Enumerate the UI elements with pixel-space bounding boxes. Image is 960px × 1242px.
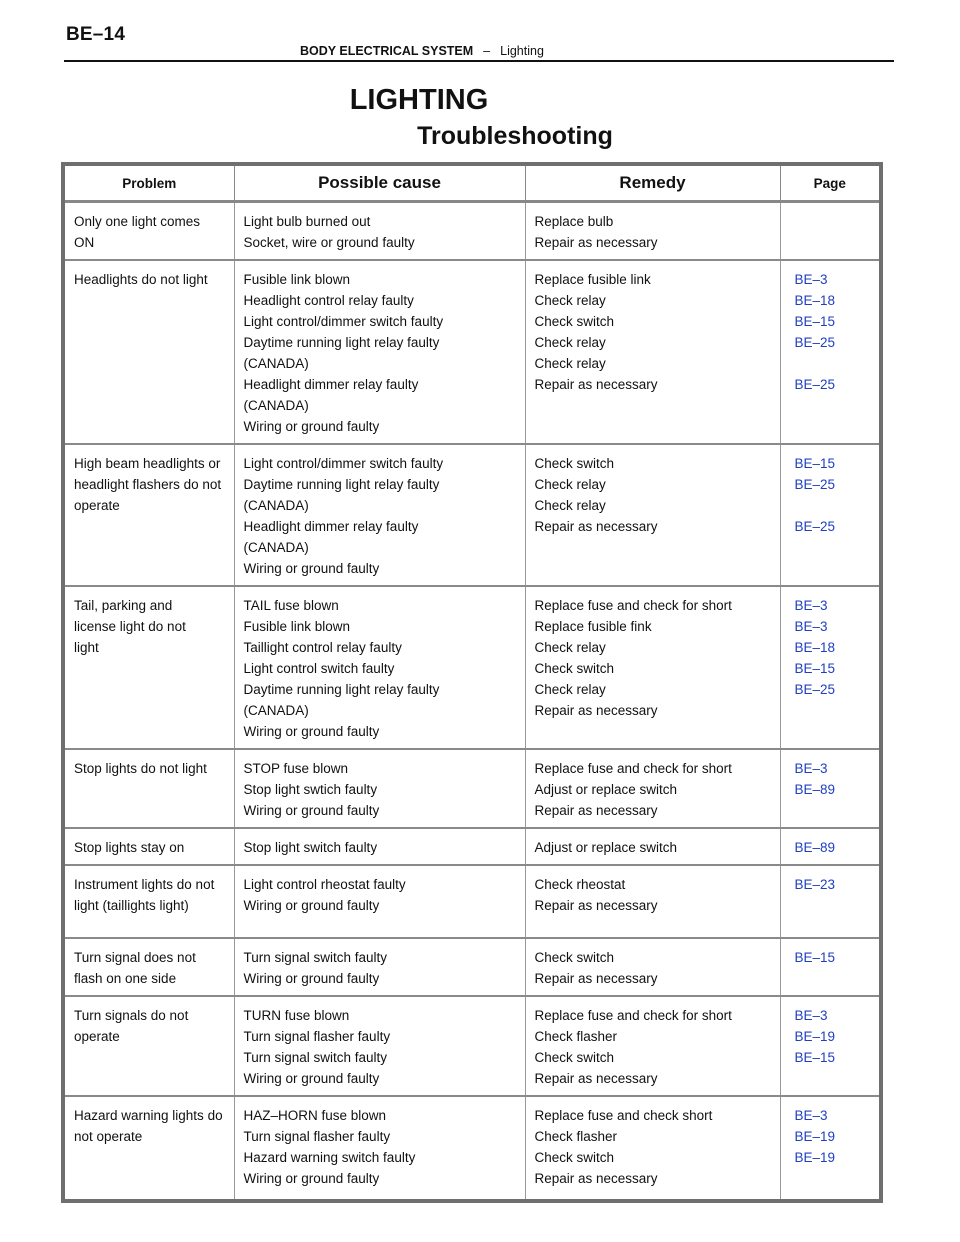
page-reference: BE–23 [794, 877, 836, 892]
problem-cell [63, 749, 234, 828]
possible-cause-cell [234, 938, 525, 996]
problem-cell [63, 202, 234, 261]
remedy-cell [525, 586, 780, 749]
possible-cause-line: STOP fuse blown [243, 761, 349, 776]
remedy-line: Check flasher [534, 1029, 618, 1044]
possible-cause-line: Headlight control relay faulty [243, 293, 414, 308]
remedy-line: Check switch [534, 1050, 615, 1065]
page-reference: BE–89 [794, 782, 836, 797]
page-reference: BE–19 [794, 1150, 836, 1165]
page-reference: BE–3 [794, 1108, 828, 1123]
page-reference-cell [780, 865, 881, 938]
remedy-line: Check relay [534, 640, 606, 655]
column-header-possible-cause: Possible cause [234, 164, 525, 202]
possible-cause-line: Daytime running light relay faulty [243, 477, 440, 492]
possible-cause-line: Light control rheostat faulty [243, 877, 406, 892]
table-row [63, 202, 881, 261]
problem-line: Headlights do not light [74, 272, 208, 287]
problem-line: Turn signals do not [74, 1008, 189, 1023]
page-reference-cell [780, 202, 881, 261]
possible-cause-cell [234, 260, 525, 444]
possible-cause-line: Wiring or ground faulty [243, 724, 380, 739]
possible-cause-line: Wiring or ground faulty [243, 1171, 380, 1186]
possible-cause-cell [234, 444, 525, 586]
remedy-line: Check relay [534, 356, 606, 371]
page-reference-cell [780, 938, 881, 996]
problem-cell [63, 996, 234, 1096]
problem-cell [63, 444, 234, 586]
blank-line [795, 495, 872, 516]
possible-cause-line: Light bulb burned out [243, 214, 371, 229]
page-reference-cell [780, 260, 881, 444]
problem-line: light (taillights light) [74, 898, 189, 913]
possible-cause-cell [234, 202, 525, 261]
possible-cause-line: Turn signal flasher faulty [243, 1129, 391, 1144]
remedy-line: Replace fusible link [534, 272, 651, 287]
troubleshooting-table [61, 162, 883, 1203]
problem-line: operate [74, 498, 120, 513]
table-row [63, 444, 881, 586]
remedy-line: Check relay [534, 477, 606, 492]
remedy-line: Check rheostat [534, 877, 626, 892]
page-reference: BE–19 [794, 1029, 836, 1044]
remedy-line: Check switch [534, 661, 615, 676]
page-reference-cell [780, 444, 881, 586]
problem-line: headlight flashers do not [74, 477, 222, 492]
possible-cause-line: (CANADA) [243, 703, 309, 718]
possible-cause-line: Wiring or ground faulty [243, 561, 380, 576]
problem-line: High beam headlights or [74, 456, 221, 471]
remedy-cell [525, 938, 780, 996]
remedy-cell [525, 865, 780, 938]
possible-cause-line: Light control switch faulty [243, 661, 395, 676]
page-reference: BE–25 [794, 377, 836, 392]
problem-line: Tail, parking and [74, 598, 173, 613]
possible-cause-line: Wiring or ground faulty [243, 803, 380, 818]
header-separator: – [483, 44, 491, 58]
problem-line: Only one light comes [74, 214, 201, 229]
remedy-line: Check relay [534, 335, 606, 350]
blank-line [795, 353, 872, 374]
section-name: BODY ELECTRICAL SYSTEM [300, 44, 474, 58]
possible-cause-line: Wiring or ground faulty [243, 1071, 380, 1086]
remedy-line: Repair as necessary [534, 898, 658, 913]
table-row [63, 938, 881, 996]
page-reference: BE–15 [794, 314, 836, 329]
remedy-cell [525, 749, 780, 828]
remedy-cell [525, 1096, 780, 1201]
problem-line: light [74, 640, 99, 655]
remedy-line: Check flasher [534, 1129, 618, 1144]
possible-cause-cell [234, 865, 525, 938]
page-subtitle: Troubleshooting [417, 122, 613, 150]
possible-cause-line: (CANADA) [243, 498, 309, 513]
remedy-line: Replace fuse and check short [534, 1108, 713, 1123]
remedy-line: Repair as necessary [534, 1071, 658, 1086]
problem-cell [63, 865, 234, 938]
column-header-remedy: Remedy [525, 164, 780, 202]
remedy-line: Repair as necessary [534, 803, 658, 818]
remedy-line: Check switch [534, 314, 615, 329]
page-reference: BE–15 [794, 456, 836, 471]
possible-cause-line: Turn signal flasher faulty [243, 1029, 391, 1044]
remedy-cell [525, 828, 780, 865]
remedy-line: Replace bulb [534, 214, 614, 229]
problem-cell [63, 828, 234, 865]
page-reference-cell [780, 1096, 881, 1201]
possible-cause-line: Headlight dimmer relay faulty [243, 519, 419, 534]
problem-cell [63, 260, 234, 444]
problem-line: Turn signal does not [74, 950, 196, 965]
possible-cause-cell [234, 996, 525, 1096]
page-reference: BE–3 [794, 272, 828, 287]
remedy-line: Adjust or replace switch [534, 782, 678, 797]
possible-cause-cell [234, 586, 525, 749]
remedy-line: Check relay [534, 682, 606, 697]
page-reference: BE–18 [794, 640, 836, 655]
subsection-name: Lighting [500, 44, 544, 58]
possible-cause-line: HAZ–HORN fuse blown [243, 1108, 387, 1123]
remedy-line: Check relay [534, 498, 606, 513]
problem-line: Stop lights stay on [74, 840, 185, 855]
page-reference: BE–3 [794, 619, 828, 634]
possible-cause-cell [234, 828, 525, 865]
possible-cause-line: Daytime running light relay faulty [243, 682, 440, 697]
remedy-line: Repair as necessary [534, 703, 658, 718]
remedy-line: Replace fuse and check for short [534, 598, 732, 613]
page-reference: BE–25 [794, 477, 836, 492]
possible-cause-line: Taillight control relay faulty [243, 640, 402, 655]
problem-line: ON [74, 235, 95, 250]
possible-cause-line: Wiring or ground faulty [243, 971, 380, 986]
possible-cause-line: Daytime running light relay faulty [243, 335, 440, 350]
page-reference: BE–25 [794, 682, 836, 697]
remedy-line: Check switch [534, 456, 615, 471]
page-reference: BE–15 [794, 950, 836, 965]
remedy-line: Repair as necessary [534, 235, 658, 250]
page-reference: BE–15 [794, 1050, 836, 1065]
possible-cause-line: Wiring or ground faulty [243, 419, 380, 434]
page-reference: BE–3 [794, 1008, 828, 1023]
problem-line: not operate [74, 1129, 143, 1144]
possible-cause-line: TURN fuse blown [243, 1008, 350, 1023]
page-reference: BE–18 [794, 293, 836, 308]
remedy-line: Replace fuse and check for short [534, 1008, 732, 1023]
column-header-problem: Problem [63, 164, 234, 202]
problem-line: flash on one side [74, 971, 177, 986]
header-rule [64, 60, 894, 62]
problem-line: Instrument lights do not [74, 877, 215, 892]
remedy-line: Check switch [534, 950, 615, 965]
problem-cell [63, 938, 234, 996]
possible-cause-line: Light control/dimmer switch faulty [243, 314, 444, 329]
problem-cell [63, 586, 234, 749]
possible-cause-line: Fusible link blown [243, 272, 351, 287]
remedy-cell [525, 202, 780, 261]
remedy-line: Check relay [534, 293, 606, 308]
page-reference: BE–15 [794, 661, 836, 676]
possible-cause-line: (CANADA) [243, 540, 309, 555]
remedy-line: Repair as necessary [534, 1171, 658, 1186]
remedy-line: Check switch [534, 1150, 615, 1165]
table-row [63, 260, 881, 444]
remedy-cell [525, 444, 780, 586]
table-row [63, 749, 881, 828]
possible-cause-line: Turn signal switch faulty [243, 1050, 388, 1065]
possible-cause-line: Socket, wire or ground faulty [243, 235, 415, 250]
page-reference-cell [780, 996, 881, 1096]
table-header-row [63, 164, 881, 202]
page-reference: BE–25 [794, 519, 836, 534]
page-reference: BE–19 [794, 1129, 836, 1144]
page-reference: BE–25 [794, 335, 836, 350]
table-row [63, 828, 881, 865]
problem-line: Stop lights do not light [74, 761, 207, 776]
problem-line: Hazard warning lights do [74, 1108, 223, 1123]
page-reference: BE–3 [794, 761, 828, 776]
possible-cause-line: Headlight dimmer relay faulty [243, 377, 419, 392]
table-row [63, 996, 881, 1096]
page-title: LIGHTING [349, 84, 489, 116]
possible-cause-line: (CANADA) [243, 398, 309, 413]
remedy-cell [525, 260, 780, 444]
problem-line: license light do not [74, 619, 186, 634]
remedy-line: Repair as necessary [534, 971, 658, 986]
possible-cause-line: Turn signal switch faulty [243, 950, 388, 965]
possible-cause-cell [234, 1096, 525, 1201]
possible-cause-line: Hazard warning switch faulty [243, 1150, 416, 1165]
page-reference-cell [780, 828, 881, 865]
column-header-page: Page [780, 164, 881, 202]
table-row [63, 865, 881, 938]
remedy-line: Replace fusible fink [534, 619, 652, 634]
problem-line: operate [74, 1029, 120, 1044]
problem-cell [63, 1096, 234, 1201]
table-row [63, 1096, 881, 1201]
table-body [63, 202, 881, 1202]
possible-cause-line: Stop light swtich faulty [243, 782, 378, 797]
remedy-line: Adjust or replace switch [534, 840, 678, 855]
remedy-line: Repair as necessary [534, 377, 658, 392]
remedy-line: Replace fuse and check for short [534, 761, 732, 776]
possible-cause-line: TAIL fuse blown [243, 598, 339, 613]
possible-cause-line: Light control/dimmer switch faulty [243, 456, 444, 471]
possible-cause-line: Wiring or ground faulty [243, 898, 380, 913]
possible-cause-line: Stop light switch faulty [243, 840, 378, 855]
running-header [300, 44, 544, 58]
possible-cause-line: (CANADA) [243, 356, 309, 371]
page-reference: BE–3 [794, 598, 828, 613]
possible-cause-cell [234, 749, 525, 828]
page-reference-cell [780, 749, 881, 828]
table-row [63, 586, 881, 749]
page-reference: BE–89 [794, 840, 836, 855]
page-reference-cell [780, 586, 881, 749]
page-number: BE–14 [66, 24, 126, 45]
possible-cause-line: Fusible link blown [243, 619, 351, 634]
remedy-cell [525, 996, 780, 1096]
remedy-line: Repair as necessary [534, 519, 658, 534]
